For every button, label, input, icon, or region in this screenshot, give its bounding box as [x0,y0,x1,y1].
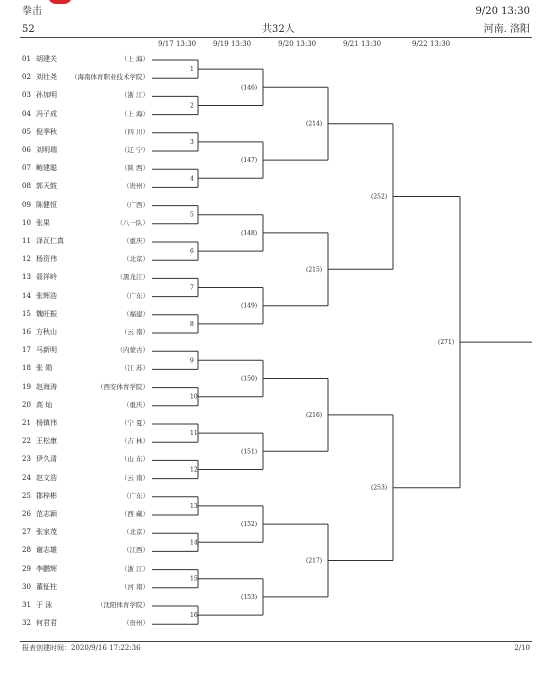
athlete-number: 28 [22,546,31,555]
athlete-team: （云 南） [120,473,149,482]
athlete-team: （浙 江） [120,91,149,100]
sport-title: 拳击 [22,6,42,17]
athlete-number: 27 [22,528,31,537]
athlete-team: （内蒙古） [116,346,149,355]
athlete-team: （西 藏） [120,510,149,518]
athlete-number: 23 [22,455,31,464]
athlete-name: 杨资伟 [36,255,57,264]
athlete-number: 04 [22,109,31,118]
athlete-team: （北京） [123,255,149,264]
athlete-name: 张 勋 [36,364,53,373]
athlete-team: （山 东） [120,455,149,464]
athlete-team: （海南体育职业技术学院） [71,73,149,82]
match-number: 6 [190,248,194,256]
match-number: (216) [306,411,323,419]
athlete-number: 26 [22,510,31,518]
athlete-team: （西安体育学院） [97,382,149,391]
athlete-team: （广东） [123,491,149,500]
match-number: 8 [190,320,194,328]
athlete-name: 冯子成 [36,109,57,118]
athlete-name: 高 灿 [36,400,53,409]
athlete-name: 杨镇伟 [36,419,57,427]
match-number: (252) [371,193,388,201]
match-number: 2 [190,102,194,110]
match-number: (217) [306,557,323,565]
athlete-name: 张果 [36,218,50,227]
match-number: (148) [241,229,258,237]
athlete-number: 21 [22,419,31,427]
athlete-name: 胡建关 [36,55,57,63]
athlete-name: 张家茂 [36,528,57,537]
event-number: 52 [22,24,35,35]
athlete-name: 于 泳 [36,601,53,609]
athlete-name: 王松康 [36,437,57,446]
athlete-number: 13 [22,273,31,282]
athlete-number: 22 [22,437,31,446]
match-number: 4 [190,175,194,183]
athlete-number: 18 [22,364,31,373]
athlete-name: 马新明 [36,346,57,355]
athlete-number: 11 [22,237,31,245]
match-number: 15 [190,575,198,583]
athlete-number: 06 [22,146,31,154]
match-number: 1 [190,66,194,74]
match-number: 10 [190,393,198,401]
match-number: (215) [306,266,323,274]
athlete-number: 02 [22,73,31,82]
athlete-team: （江西） [123,546,149,555]
athlete-number: 14 [22,291,31,300]
athlete-name: 郭天鼓 [36,182,57,191]
athlete-name: 赵海涛 [36,382,57,391]
athlete-number: 24 [22,473,31,482]
match-number: 16 [190,612,198,620]
athlete-number: 17 [22,346,31,355]
athlete-name: 倪季秋 [36,127,57,136]
athlete-number: 08 [22,182,31,191]
round-date-3: 9/20 13:30 [278,40,317,48]
athlete-number: 01 [22,55,31,63]
match-number: (152) [241,521,258,529]
athlete-team: （上 海） [120,55,149,63]
match-number: (151) [241,448,258,456]
match-number: (214) [306,120,323,128]
athlete-team: （重庆） [123,237,149,245]
athlete-name: 陈健恒 [36,200,57,209]
round-date-5: 9/22 13:30 [412,40,451,48]
match-number: 13 [190,502,198,510]
athlete-team: （云 南） [120,328,149,336]
match-number: (253) [371,484,388,492]
athlete-number: 25 [22,491,31,500]
match-number: 7 [190,284,194,292]
athlete-team: （辽 宁） [120,146,149,154]
match-number: (146) [241,84,258,92]
athlete-team: （广东） [123,291,149,300]
athlete-team: （广西） [123,200,149,209]
venue: 河南. 洛阳 [483,24,530,35]
event-datetime: 9/20 13:30 [475,6,530,17]
athlete-number: 20 [22,400,31,409]
athlete-name: 方秋山 [36,328,57,336]
athlete-number: 10 [22,218,31,227]
round-date-4: 9/21 13:30 [343,40,382,48]
round-date-2: 9/19 13:30 [213,40,252,48]
athlete-count: 共32人 [262,24,295,35]
athlete-name: 赵文浩 [36,473,57,482]
match-number: 9 [190,357,194,365]
athlete-number: 16 [22,328,31,336]
athlete-number: 09 [22,200,31,209]
athlete-team: （黑龙江） [116,273,149,282]
athlete-name: 伊久清 [36,455,57,464]
athlete-number: 31 [22,601,31,609]
athlete-team: （北京） [123,528,149,537]
athlete-team: （宁 夏） [120,419,149,427]
athlete-number: 19 [22,382,31,391]
athlete-name: 郡梓彬 [36,491,57,500]
athlete-number: 05 [22,127,31,136]
athlete-team: （沈阳体育学院） [97,601,149,609]
match-number: 14 [190,539,198,547]
athlete-team: （陕 西） [120,164,149,173]
athlete-name: 刘明瑞 [36,146,57,154]
athlete-name: 泽瓦仁真 [36,237,64,245]
match-number: 3 [190,138,194,146]
athlete-team: （吉 林） [120,437,149,446]
match-number: (147) [241,157,258,165]
match-number: (149) [241,302,258,310]
athlete-name: 董钲柱 [36,582,57,591]
athlete-team: （贵州） [123,619,149,628]
match-number: (271) [438,339,455,347]
athlete-name: 聂祥岭 [36,273,57,282]
round-date-1: 9/17 13:30 [158,40,197,48]
athlete-name: 刘壮尧 [36,73,57,82]
athlete-number: 29 [22,564,31,573]
match-number: (150) [241,375,258,383]
athlete-name: 谢志雄 [36,546,57,555]
athlete-name: 鲍建聪 [36,164,57,173]
athlete-team: （福建） [123,309,149,318]
athlete-team: （上 海） [120,109,149,118]
athlete-team: （八一队） [116,218,149,227]
athlete-number: 15 [22,309,31,318]
match-number: 5 [190,211,194,219]
athlete-name: 魏旺振 [36,309,57,318]
athlete-name: 李鹏辉 [36,564,57,573]
athlete-name: 张辉浩 [36,291,57,300]
athlete-name: 孙加明 [36,91,57,100]
athlete-number: 03 [22,91,31,100]
athlete-number: 32 [22,619,31,628]
athlete-team: （浙 江） [120,564,149,573]
athlete-team: （江 苏） [120,364,149,373]
athlete-number: 12 [22,255,31,264]
athlete-number: 30 [22,582,31,591]
athlete-name: 何君君 [36,619,57,628]
page-number: 2/10 [514,644,530,652]
athlete-number: 07 [22,164,31,173]
athlete-team: （重庆） [123,400,149,409]
athlete-team: （四 川） [120,127,149,136]
athlete-name: 范志颖 [36,510,57,518]
footer-rule [20,641,532,642]
match-number: 12 [190,466,198,474]
athlete-team: （贵州） [123,182,149,191]
report-created-time: 报表创建时间：2020/9/16 17:22:36 [22,644,141,652]
match-number: 11 [190,430,198,438]
match-number: (153) [241,593,258,601]
athlete-team: （河 南） [120,582,149,591]
